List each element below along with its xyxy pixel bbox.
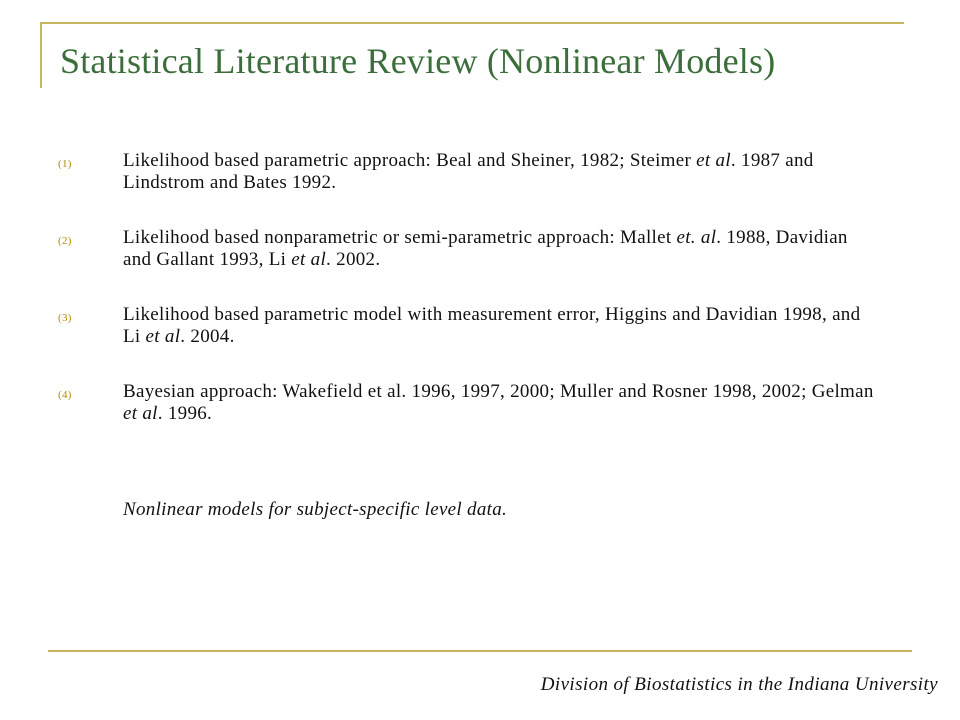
item-text: Likelihood based parametric model with measurement error, Higgins and Davidian 1998, and Li (123, 304, 861, 347)
list-item (58, 227, 878, 271)
list-item (58, 304, 878, 348)
item-text: . 1996. (157, 403, 213, 424)
item-text: . 2004. (180, 326, 235, 347)
item-number: (4) (58, 389, 72, 401)
item-text: . 1988, Davidian and Gallant 1993, Li (123, 227, 848, 270)
list-item (58, 381, 878, 425)
item-number: (1) (58, 158, 72, 170)
item-citation-italic: et al (145, 326, 181, 347)
item-citation-italic: et al (696, 150, 731, 171)
item-citation-italic: et al (123, 403, 158, 424)
item-citation-italic: et. al (676, 227, 717, 248)
literature-list (58, 150, 878, 458)
item-text: Likelihood based nonparametric or semi-parametric approach: Mallet (123, 227, 677, 248)
item-citation-italic: et al (291, 249, 327, 270)
item-text: . 1987 and Lindstrom and Bates 1992. (123, 150, 814, 193)
bottom-rule (48, 650, 912, 652)
top-rule (40, 22, 904, 24)
slide-title: Statistical Literature Review (Nonlinear Models) (60, 41, 776, 81)
item-number: (3) (58, 312, 72, 324)
list-item (58, 150, 878, 194)
summary-note: Nonlinear models for subject-specific level data. (123, 499, 508, 520)
item-text: Likelihood based parametric approach: Beal and Sheiner, 1982; Steimer (123, 150, 697, 171)
item-text: . 2002. (326, 249, 381, 270)
left-rule (40, 22, 42, 88)
item-text: Bayesian approach: Wakefield et al. 1996, 1997, 2000; Muller and Rosner 1998, 2002; Gelman (123, 381, 874, 402)
footer-affiliation: Division of Biostatistics in the Indiana University (540, 674, 938, 695)
item-number: (2) (58, 235, 72, 247)
